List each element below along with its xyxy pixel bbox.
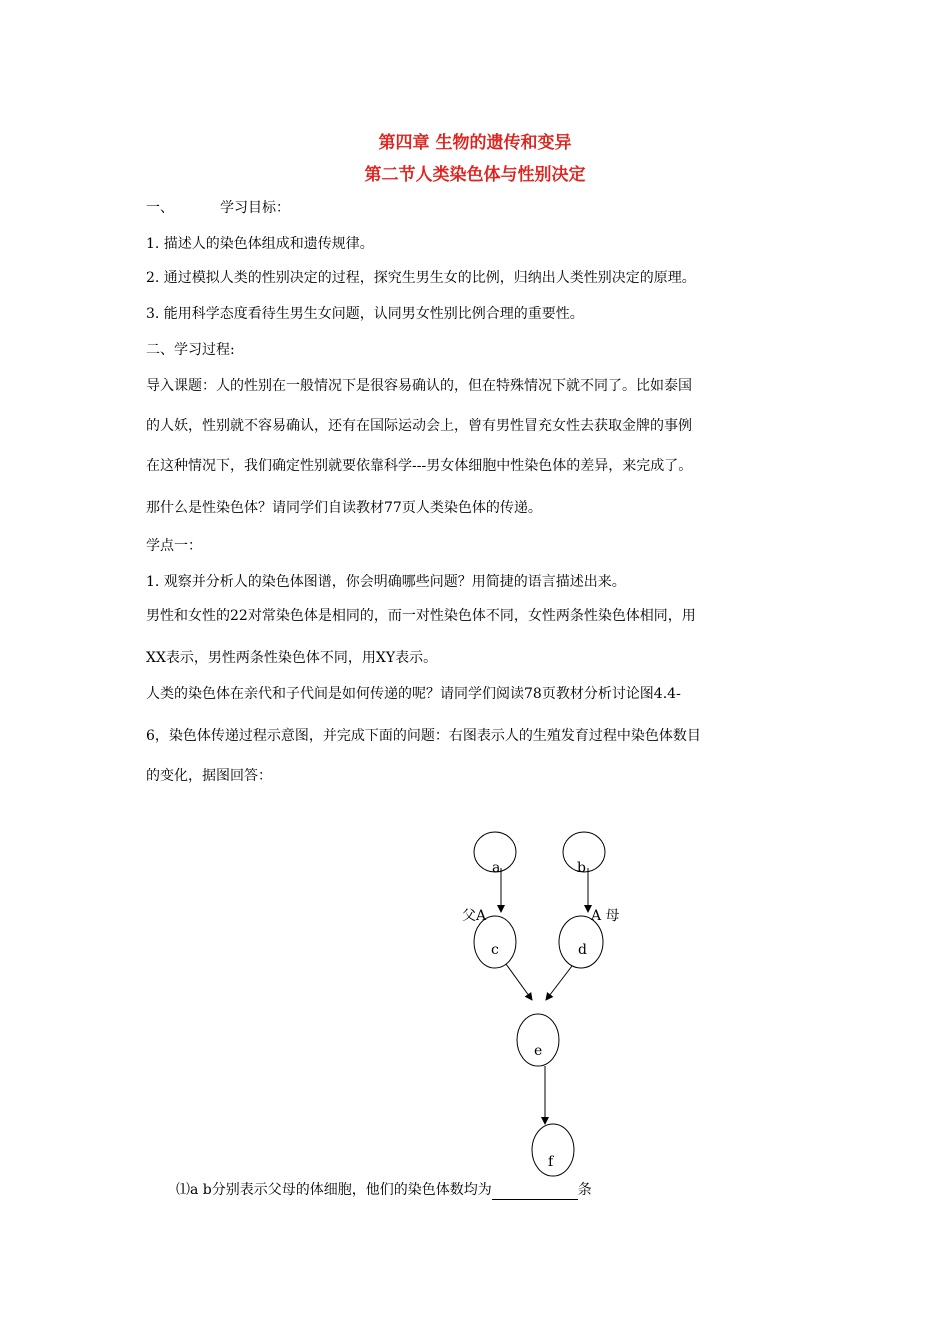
intro-line-2: 的人妖，性别就不容易确认，还有在国际运动会上，曾有男性冒充女性去获取金牌的事例 <box>146 418 692 434</box>
intro-line-3: 在这种情况下，我们确定性别就要依靠科学---男女体细胞中性染色体的差异，来完成了。 <box>146 458 693 474</box>
question-1-blank[interactable] <box>492 1183 578 1200</box>
node-f-label: f <box>548 1154 554 1170</box>
arrow-c-to-e <box>506 964 532 1000</box>
node-e-label: e <box>534 1043 543 1059</box>
goals-heading-number: 一、 <box>146 200 174 216</box>
goal-item-1: 1. 描述人的染色体组成和遗传规律。 <box>146 236 374 252</box>
goals-heading <box>146 198 290 218</box>
node-b-label: b <box>577 860 586 876</box>
node-d-label: d <box>578 942 587 958</box>
question-1 <box>176 1180 592 1200</box>
question-1-unit: 条 <box>577 1182 592 1198</box>
process-heading: 二、学习过程: <box>146 342 235 358</box>
node-c-label: c <box>491 942 499 958</box>
transmission-line-1: 人类的染色体在亲代和子代间是如何传递的呢？请同学们阅读78页教材分析讨论图4.4- <box>146 686 681 702</box>
arrow-d-to-e <box>546 966 572 1000</box>
intro-line-4: 那什么是性染色体？请同学们自读教材77页人类染色体的传递。 <box>146 500 542 516</box>
point-question-1: 1. 观察并分析人的染色体图谱，你会明确哪些问题？用简捷的语言描述出来。 <box>146 574 626 590</box>
mother-label: A 母 <box>591 908 620 924</box>
goal-item-3: 3. 能用科学态度看待生男生女问题，认同男女性别比例合理的重要性。 <box>146 306 584 322</box>
question-1-text: ⑴a b分别表示父母的体细胞，他们的染色体数均为 <box>176 1182 492 1198</box>
transmission-line-2: 6，染色体传递过程示意图，并完成下面的问题：右图表示人的生殖发育过程中染色体数目 <box>146 728 701 744</box>
chapter-title: 第四章 生物的遗传和变异 <box>378 133 572 153</box>
goals-heading-text: 学习目标： <box>220 200 290 216</box>
section-title: 第二节人类染色体与性别决定 <box>364 165 586 185</box>
father-label: 父A <box>462 908 487 924</box>
intro-line-1: 导入课题：人的性别在一般情况下是很容易确认的，但在特殊情况下就不同了。比如泰国 <box>146 378 692 394</box>
transmission-line-3: 的变化，据图回答： <box>146 768 272 784</box>
goal-item-2: 2. 通过模拟人类的性别决定的过程，探究生男生女的比例，归纳出人类性别决定的原理。 <box>146 270 696 286</box>
answer-line-1: 男性和女性的22对常染色体是相同的，而一对性染色体不同，女性两条性染色体相同，用 <box>146 608 696 624</box>
answer-line-2: XX表示，男性两条性染色体不同，用XY表示。 <box>146 650 438 666</box>
point-heading: 学点一： <box>146 538 202 554</box>
chromosome-diagram <box>440 820 660 1180</box>
node-a-label: a <box>492 860 501 876</box>
